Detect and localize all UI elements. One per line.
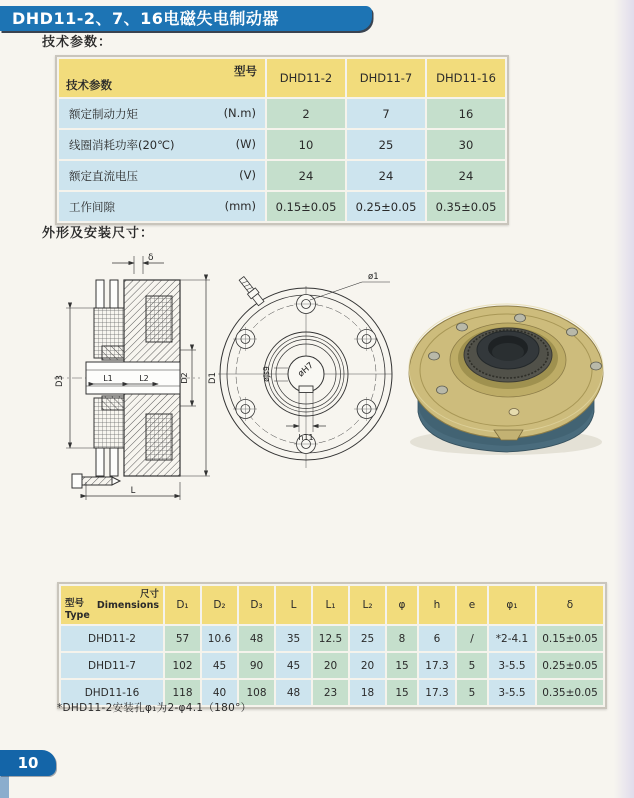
column-header: D₃ bbox=[239, 586, 274, 624]
dim-label-js9: øJs9 bbox=[262, 366, 271, 382]
value-cell: 16 bbox=[427, 99, 505, 128]
spec-table-corner-cell bbox=[59, 59, 265, 97]
column-header-model-1: DHD11-2 bbox=[267, 59, 345, 97]
spec-table bbox=[57, 57, 507, 223]
section-heading-specs: 技术参数： bbox=[42, 35, 113, 50]
dim-label-d1: D1 bbox=[208, 372, 218, 384]
value-cell: 2 bbox=[267, 99, 345, 128]
dim-label-bore: øH7 bbox=[296, 360, 316, 380]
value-cell: 0.35±0.05 bbox=[427, 192, 505, 221]
dim-label-l: L bbox=[130, 486, 136, 496]
row-label-cell bbox=[59, 99, 265, 128]
table-row bbox=[59, 130, 505, 159]
value-cell: 18 bbox=[350, 680, 385, 705]
dim-label-d3: D3 bbox=[55, 375, 65, 387]
column-header-model-3: DHD11-16 bbox=[427, 59, 505, 97]
value-cell: 8 bbox=[387, 626, 417, 651]
table-footnote: *DHD11-2安装孔φ₁为2-φ4.1（180°） bbox=[57, 702, 252, 714]
model-cell: DHD11-7 bbox=[61, 653, 163, 678]
value-cell: 30 bbox=[427, 130, 505, 159]
table-row bbox=[59, 161, 505, 190]
value-cell: 23 bbox=[313, 680, 348, 705]
scan-edge bbox=[614, 0, 634, 798]
dim-table-corner-cell bbox=[61, 586, 163, 624]
column-header: φ bbox=[387, 586, 417, 624]
model-cell: DHD11-2 bbox=[61, 626, 163, 651]
dim-label-d2: D2 bbox=[180, 372, 189, 384]
dim-label-l2: L2 bbox=[139, 374, 149, 383]
value-cell: 15 bbox=[387, 653, 417, 678]
corner-param-label: 技术参数 bbox=[66, 78, 112, 92]
terminal-screw bbox=[238, 275, 266, 306]
value-cell: 17.3 bbox=[419, 680, 455, 705]
param-unit: (N.m) bbox=[223, 105, 256, 120]
column-header: δ bbox=[537, 586, 603, 624]
column-header-model-2: DHD11-7 bbox=[347, 59, 425, 97]
table-row bbox=[61, 626, 603, 651]
value-cell: 102 bbox=[165, 653, 200, 678]
model-cell: DHD11-16 bbox=[61, 680, 163, 705]
param-label: 额定直流电压 bbox=[69, 168, 138, 183]
param-unit: (W) bbox=[235, 136, 256, 151]
column-header: φ₁ bbox=[489, 586, 535, 624]
value-cell: 0.25±0.05 bbox=[347, 192, 425, 221]
value-cell: 108 bbox=[239, 680, 274, 705]
param-label: 线圈消耗功率(20℃) bbox=[69, 137, 175, 152]
value-cell: 3-5.5 bbox=[489, 653, 535, 678]
value-cell: 90 bbox=[239, 653, 274, 678]
column-header: D₂ bbox=[202, 586, 237, 624]
spec-table-wrapper bbox=[55, 55, 509, 225]
value-cell: 25 bbox=[350, 626, 385, 651]
column-header: D₁ bbox=[165, 586, 200, 624]
corner-type-label: 型号 Type bbox=[65, 598, 90, 621]
value-cell: 35 bbox=[276, 626, 311, 651]
value-cell: 20 bbox=[313, 653, 348, 678]
section-heading-dimensions: 外形及安装尺寸： bbox=[42, 226, 155, 241]
value-cell: 40 bbox=[202, 680, 237, 705]
value-cell: / bbox=[457, 626, 487, 651]
param-label: 额定制动力矩 bbox=[69, 106, 138, 121]
value-cell: 24 bbox=[267, 161, 345, 190]
product-photo bbox=[398, 280, 613, 465]
value-cell: 7 bbox=[347, 99, 425, 128]
param-unit: (V) bbox=[239, 167, 256, 182]
column-header: h bbox=[419, 586, 455, 624]
value-cell: 57 bbox=[165, 626, 200, 651]
row-label-cell bbox=[59, 130, 265, 159]
value-cell: 0.35±0.05 bbox=[537, 680, 603, 705]
param-unit: (mm) bbox=[224, 198, 256, 213]
page-title: DHD11-2、7、16电磁失电制动器 bbox=[0, 6, 372, 31]
value-cell: 48 bbox=[239, 626, 274, 651]
corner-model-label: 型号 bbox=[234, 64, 257, 78]
value-cell: 45 bbox=[202, 653, 237, 678]
value-cell: 24 bbox=[427, 161, 505, 190]
table-row bbox=[59, 192, 505, 221]
value-cell: 12.5 bbox=[313, 626, 348, 651]
column-header: L₁ bbox=[313, 586, 348, 624]
value-cell: 5 bbox=[457, 653, 487, 678]
dim-label-phi1: ø1 bbox=[368, 272, 379, 282]
value-cell: 118 bbox=[165, 680, 200, 705]
front-view-drawing bbox=[216, 260, 394, 478]
value-cell: 45 bbox=[276, 653, 311, 678]
dimension-table bbox=[59, 584, 605, 707]
corner-dimensions-label: 尺寸 Dimensions bbox=[96, 589, 159, 612]
value-cell: 10.6 bbox=[202, 626, 237, 651]
cross-section-drawing bbox=[50, 250, 220, 505]
value-cell: 0.25±0.05 bbox=[537, 653, 603, 678]
row-label-cell bbox=[59, 192, 265, 221]
value-cell: 0.15±0.05 bbox=[537, 626, 603, 651]
dim-label-keyway: h11 bbox=[298, 433, 314, 442]
value-cell: 0.15±0.05 bbox=[267, 192, 345, 221]
dim-label-delta: δ bbox=[148, 253, 154, 263]
column-header: e bbox=[457, 586, 487, 624]
value-cell: 15 bbox=[387, 680, 417, 705]
column-header: L bbox=[276, 586, 311, 624]
value-cell: 5 bbox=[457, 680, 487, 705]
value-cell: 25 bbox=[347, 130, 425, 159]
value-cell: 24 bbox=[347, 161, 425, 190]
value-cell: 17.3 bbox=[419, 653, 455, 678]
value-cell: 6 bbox=[419, 626, 455, 651]
dimension-table-wrapper bbox=[57, 582, 607, 709]
dim-label-l1: L1 bbox=[103, 374, 113, 383]
value-cell: 10 bbox=[267, 130, 345, 159]
value-cell: *2-4.1 bbox=[489, 626, 535, 651]
value-cell: 20 bbox=[350, 653, 385, 678]
column-header: L₂ bbox=[350, 586, 385, 624]
table-row bbox=[59, 99, 505, 128]
page-number-badge: 10 bbox=[0, 750, 56, 776]
row-label-cell bbox=[59, 161, 265, 190]
value-cell: 3-5.5 bbox=[489, 680, 535, 705]
table-row bbox=[61, 653, 603, 678]
value-cell: 48 bbox=[276, 680, 311, 705]
param-label: 工作间隙 bbox=[69, 199, 115, 214]
